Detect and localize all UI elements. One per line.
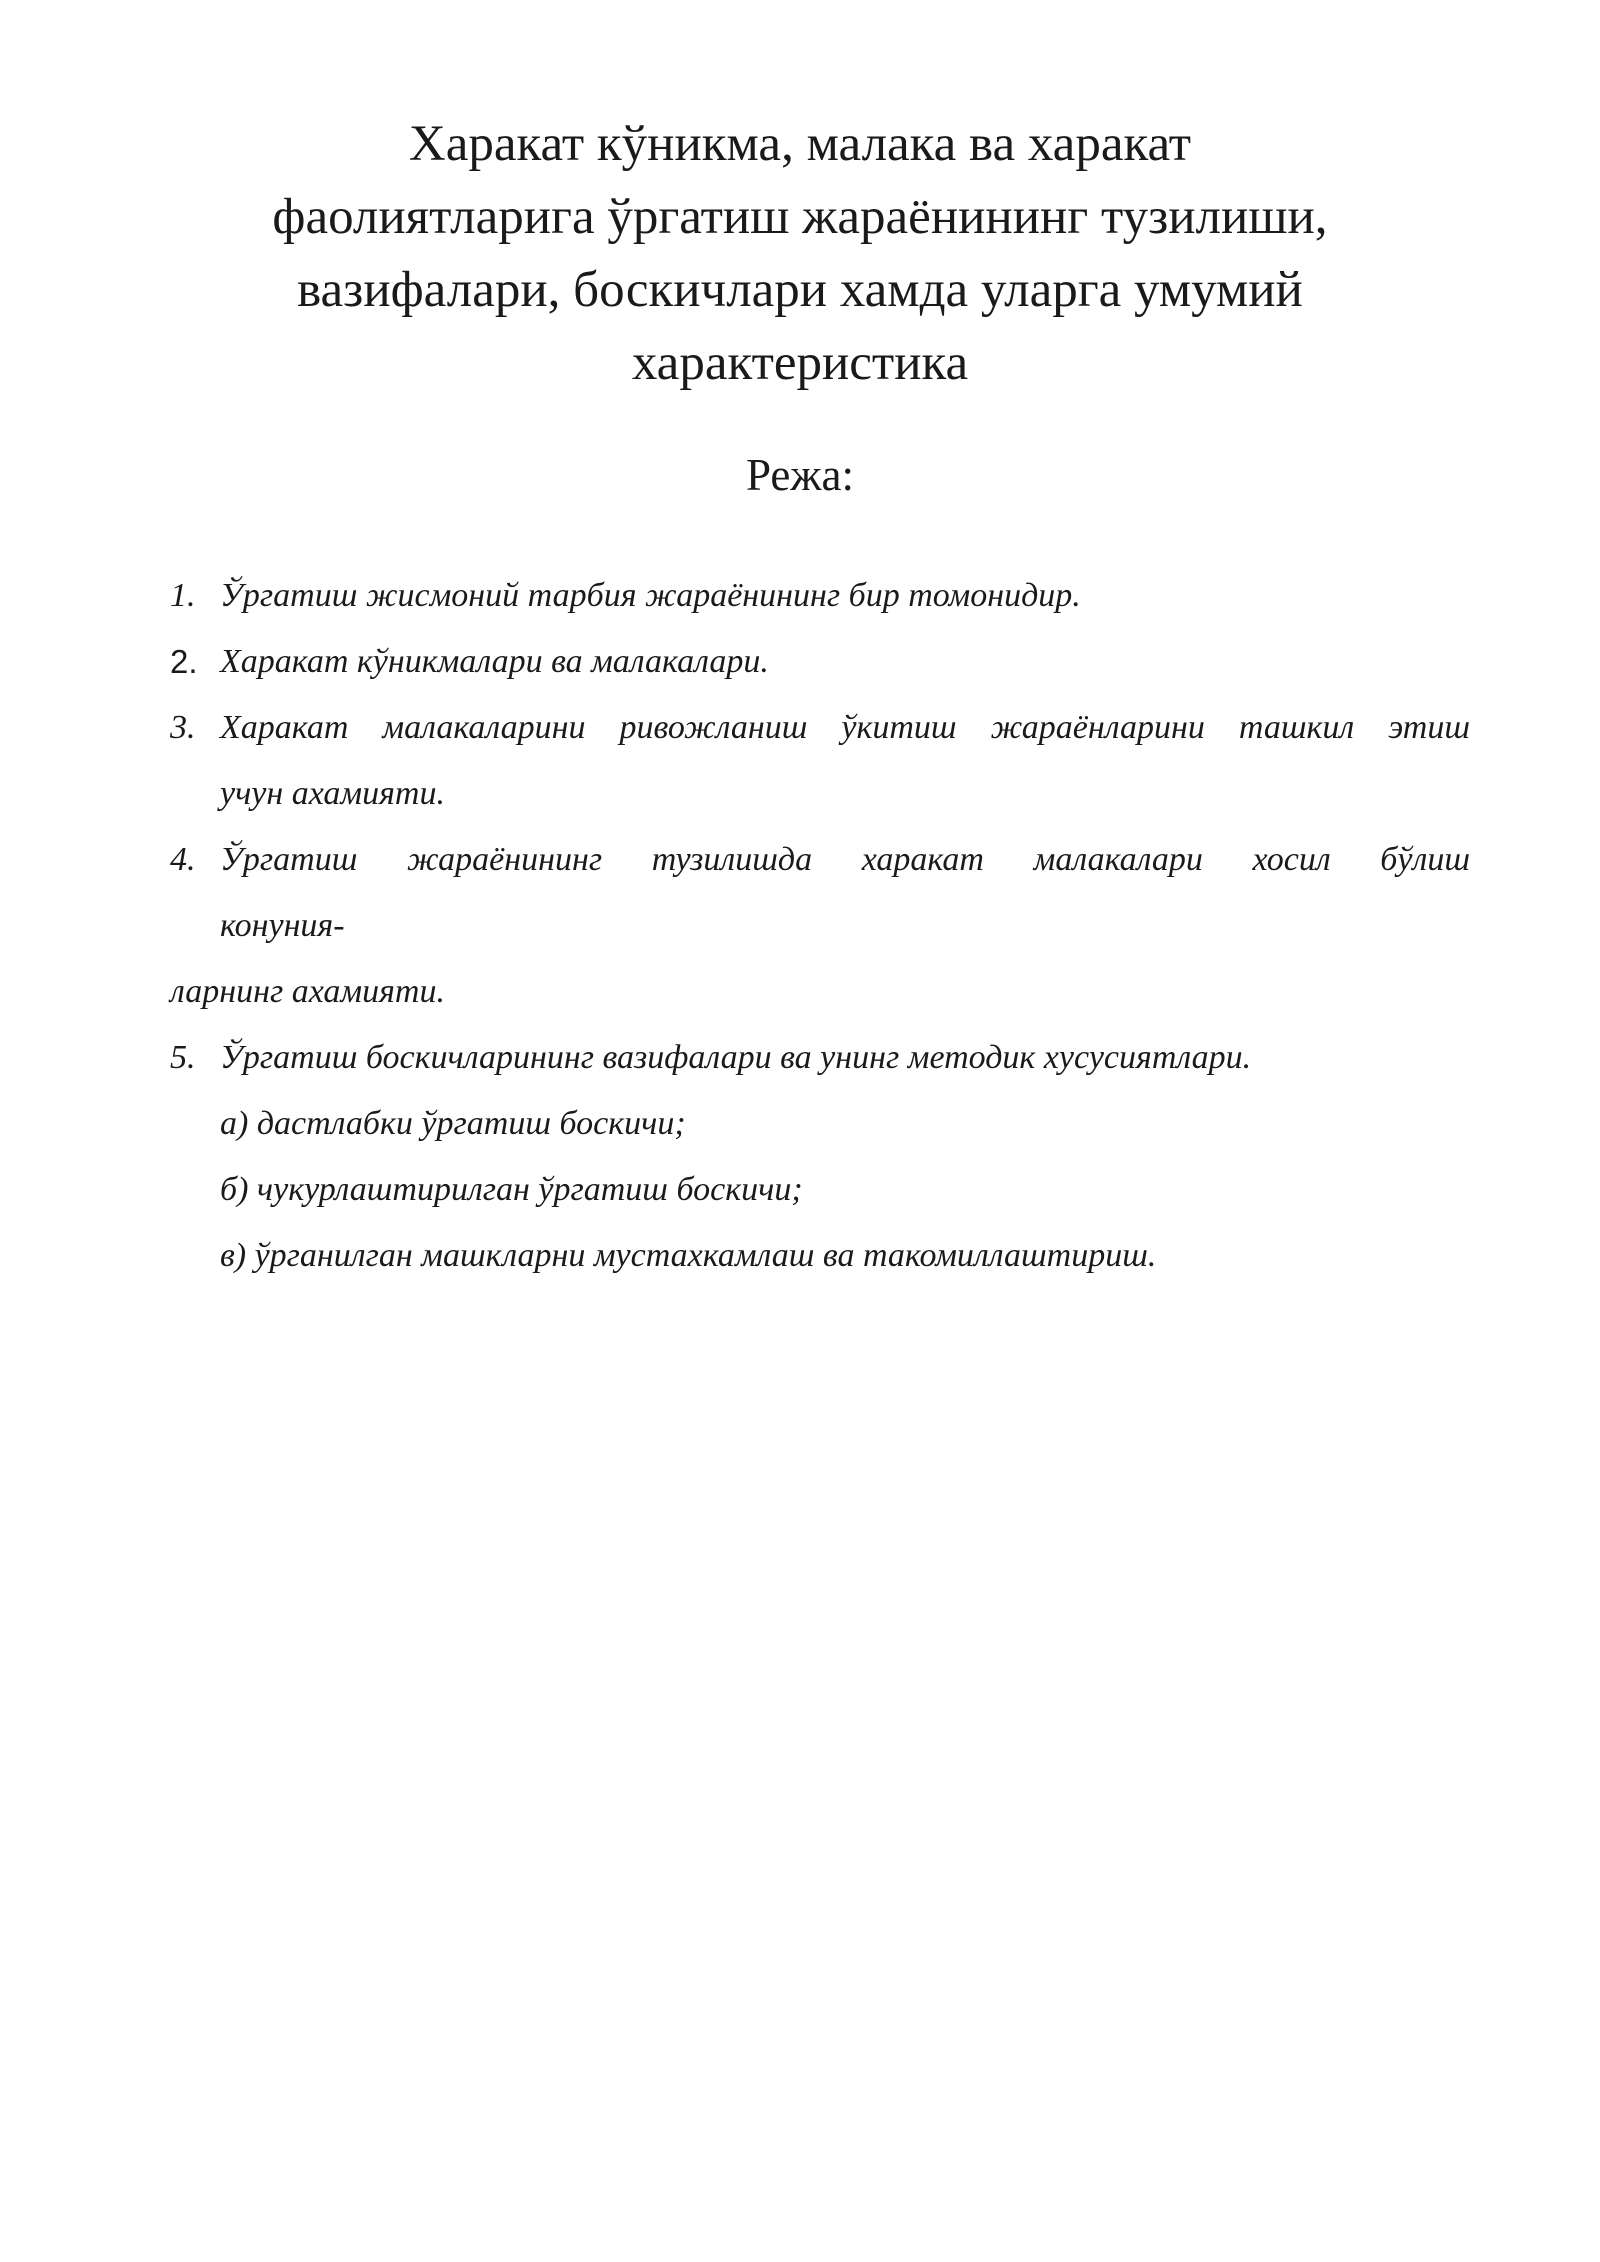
title-line: фаолиятларига ўргатиш жараёнининг тузилиши,	[272, 189, 1328, 245]
document-title	[160, 108, 1440, 400]
plan-item-5	[170, 1025, 1470, 1091]
plan-subitem-b: б) чукурлаштирилган ўргатиш боскичи;	[220, 1171, 803, 1208]
title-line: вазифалари, боскичлари хамда уларга умумий	[297, 262, 1303, 318]
item-number: 1.	[170, 577, 196, 614]
plan-item-4-wrap: ларнинг ахамияти.	[170, 973, 445, 1010]
item-text-continuation: конуния-	[220, 907, 345, 944]
plan-heading: Режа:	[746, 450, 854, 500]
plan-item-2	[170, 629, 1470, 695]
plan-item-1	[170, 563, 1470, 629]
item-number: 3.	[170, 709, 196, 746]
title-line: характеристика	[631, 335, 969, 391]
item-number: 5.	[170, 1039, 196, 1076]
plan-subitem-c: в) ўрганилган машкларни мустахкамлаш ва такомиллаштириш.	[220, 1237, 1157, 1274]
item-number: 4.	[170, 841, 196, 878]
item-number: 2.	[170, 643, 198, 680]
plan-list	[170, 563, 1470, 1289]
item-text: Ўргатиш жисмоний тарбия жараёнининг бир томонидир.	[220, 577, 1081, 614]
item-text: Харакат малакаларини ривожланиш ўкитиш жараёнларини ташкил этиш	[220, 709, 1470, 746]
plan-item-4	[170, 827, 1470, 959]
plan-subitem-a: а) дастлабки ўргатиш боскичи;	[220, 1105, 686, 1142]
item-text-continuation: учун ахамияти.	[220, 775, 445, 812]
item-text: Харакат кўникмалари ва малакалари.	[220, 643, 769, 680]
item-text: Ўргатиш жараёнининг тузилишда харакат малакалари хосил бўлиш	[220, 841, 1470, 878]
plan-item-3	[170, 695, 1470, 827]
title-line: Харакат кўникма, малака ва харакат	[408, 116, 1192, 172]
item-text: Ўргатиш боскичларининг вазифалари ва унинг методик хусусиятлари.	[220, 1039, 1252, 1076]
